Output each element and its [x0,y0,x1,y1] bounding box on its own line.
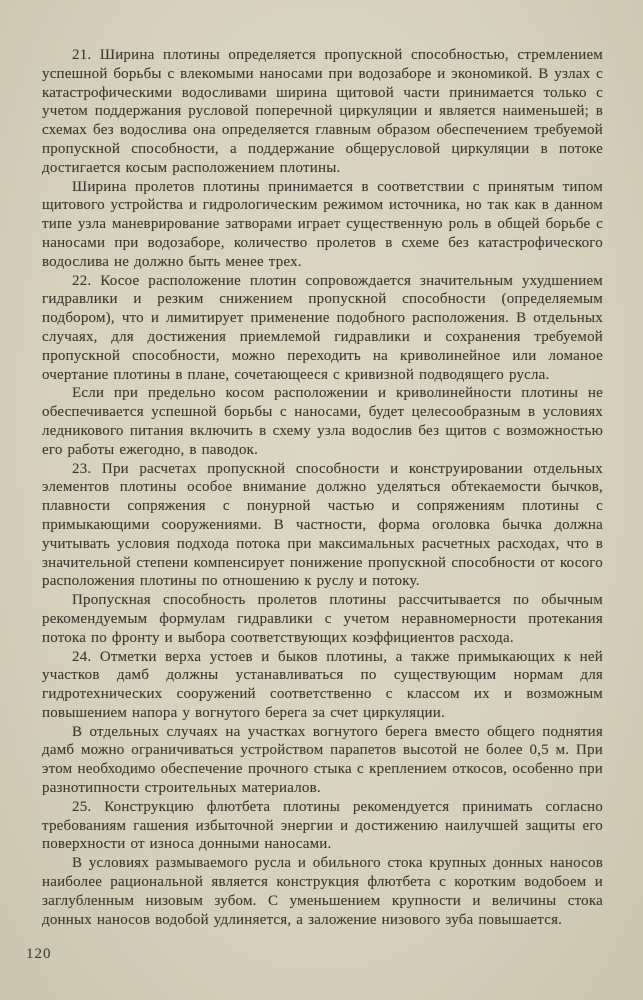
paragraph: 24. Отметки верха устоев и быков плотины, а также примыкающих к ней участков дамб должны устанавливаться по существующим нормам для гидротехнических сооружений соответственно с классом их и возможным повышением напора у вогнутого берега за счет циркуляции. [42,648,603,721]
paragraph: Ширина пролетов плотины принимается в соответствии с принятым типом щитового устройства и гидрологическим режимом источника, но так как в данном типе узла маневрирование затворами играет существенную роль в общей борьбе с наносами при водозаборе, количество пролетов в схеме без катастрофического водослива не должно быть менее трех. [42,178,603,270]
paragraph: 23. При расчетах пропускной способности и конструировании отдельных элементов плотины особое внимание должно уделяться обтекаемости бычков, плавности сопряжения с понурной частью и сопряжениям плотины с примыкающими сооружениями. В частности, форма оголовка бычка должна учитывать условия подхода потока при максимальных расчетных расходах, что в значительной степени компенсирует понижение пропускной способности от косого расположения плотины по отношению к руслу и потоку. [42,460,603,590]
paragraph: 22. Косое расположение плотин сопровождается значительным ухудшением гидравлики и резким снижением пропускной способности (определяемым подбором), что и лимитирует применение подобного расположения. В отдельных случаях, для достижения приемлемой гидравлики и сохранения требуемой пропускной способности, можно переходить на криволинейное или ломаное очертание плотины в плане, сочетающееся с кривизной подводящего русла. [42,272,603,383]
paragraph: В отдельных случаях на участках вогнутого берега вместо общего поднятия дамб можно ограничиваться устройством парапетов высотой не более 0,5 м. При этом необходимо обеспечение прочного стыка с креплением откосов, особенно при разнотипности строительных материалов. [42,723,603,797]
paragraph: Если при предельно косом расположении и криволинейности плотины не обеспечивается успешной борьбы с наносами, будет целесообразным в условиях ледникового питания включить в схему узла водослив без щитов с возможностью его работы ежегодно, в паводок. [42,385,603,458]
paragraph: Пропускная способность пролетов плотины рассчитывается по обычным рекомендуемым формулам гидравлики с учетом неравномерности протекания потока по фронту и выбора соответствующих коэффициентов расхода. [42,592,603,646]
page-number: 120 [26,946,52,962]
paragraph: В условиях размываемого русла и обильного стока крупных донных наносов наиболее рациональной является конструкция флютбета с коротким водобоем и заглубленным низовым зубом. С уменьшением крупности и величины стока донных наносов водобой удлиняется, а заложение низового зуба повышается. [42,855,603,928]
paragraph: 25. Конструкцию флютбета плотины рекомендуется принимать согласно требованиям гашения избыточной энергии и достижению наилучшей защиты его поверхности от износа донными наносами. [42,798,603,853]
paragraph: 21. Ширина плотины определяется пропускной способностью, стремлением успешной борьбы с влекомыми наносами при водозаборе и экономикой. В узлах с катастрофическими водосливами ширина щитовой части принимается только с учетом поддержания русловой поперечной циркуляции и является наименьшей; в схемах без водослива она определяется главным образом обеспечением требуемой пропускной способности, а поддержание общерусловой циркуляции в потоке достигается косым расположением плотины. [42,47,603,176]
body-text [42,46,603,929]
